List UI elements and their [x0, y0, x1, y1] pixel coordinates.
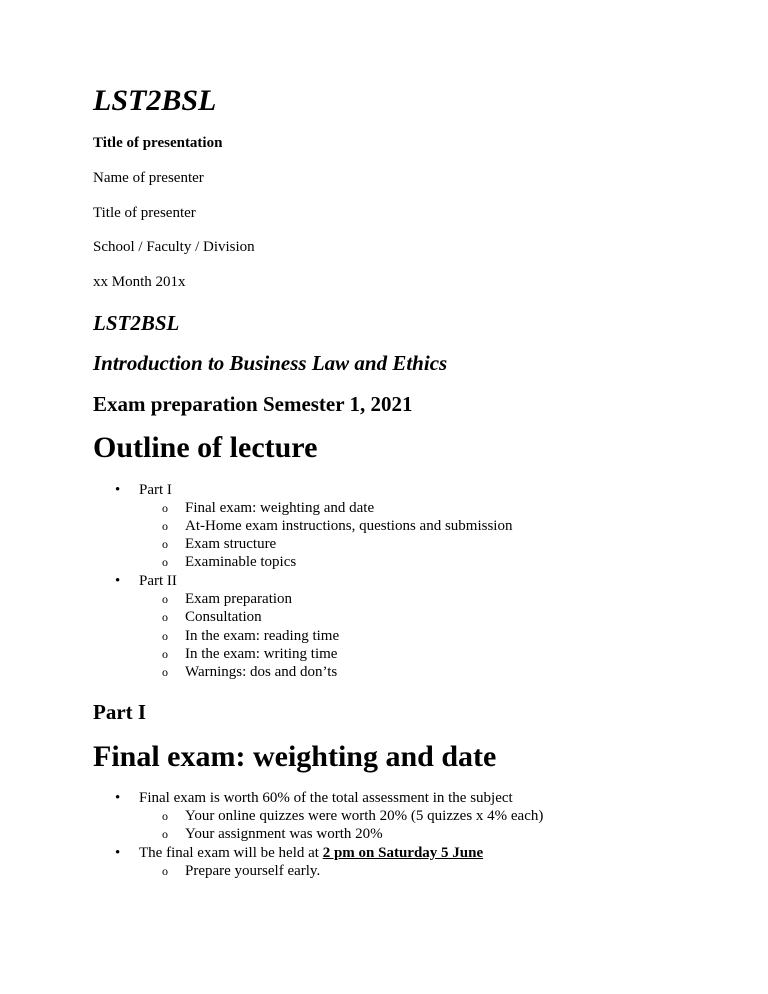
exam-preparation-heading: Exam preparation Semester 1, 2021 [93, 392, 413, 416]
school-faculty-division: School / Faculty / Division [93, 239, 255, 255]
sub-bullet-marker: o [162, 629, 168, 643]
bullet-marker: • [115, 573, 121, 589]
subject-name-heading: Introduction to Business Law and Ethics [93, 351, 448, 375]
sub-bullet-marker: o [162, 555, 168, 569]
subject-code-heading: LST2BSL [93, 311, 180, 335]
presenter-title: Title of presenter [93, 205, 196, 221]
sub-bullet-marker: o [162, 665, 168, 679]
exam-date-emphasis: 2 pm on Saturday 5 June [322, 845, 484, 861]
presentation-date: xx Month 201x [93, 274, 186, 290]
sub-bullet-marker: o [162, 864, 168, 878]
sub-bullet-marker: o [162, 537, 168, 551]
sub-bullet-marker: o [162, 610, 168, 624]
bullet-marker: • [115, 790, 121, 806]
presenter-name: Name of presenter [93, 170, 204, 186]
sub-bullet-marker: o [162, 647, 168, 661]
cover-title-label: Title of presentation [93, 135, 223, 151]
bullet-marker: • [115, 482, 121, 498]
outline-heading: Outline of lecture [93, 431, 318, 464]
bullet-marker: • [115, 845, 121, 861]
sub-bullet-marker: o [162, 519, 168, 533]
sub-bullet-marker: o [162, 501, 168, 515]
cover-code-heading: LST2BSL [93, 84, 217, 117]
sub-bullet-marker: o [162, 592, 168, 606]
sub-bullet-marker: o [162, 809, 168, 823]
part-one-heading: Part I [93, 700, 147, 724]
sub-bullet-marker: o [162, 827, 168, 841]
final-exam-heading: Final exam: weighting and date [93, 740, 497, 773]
